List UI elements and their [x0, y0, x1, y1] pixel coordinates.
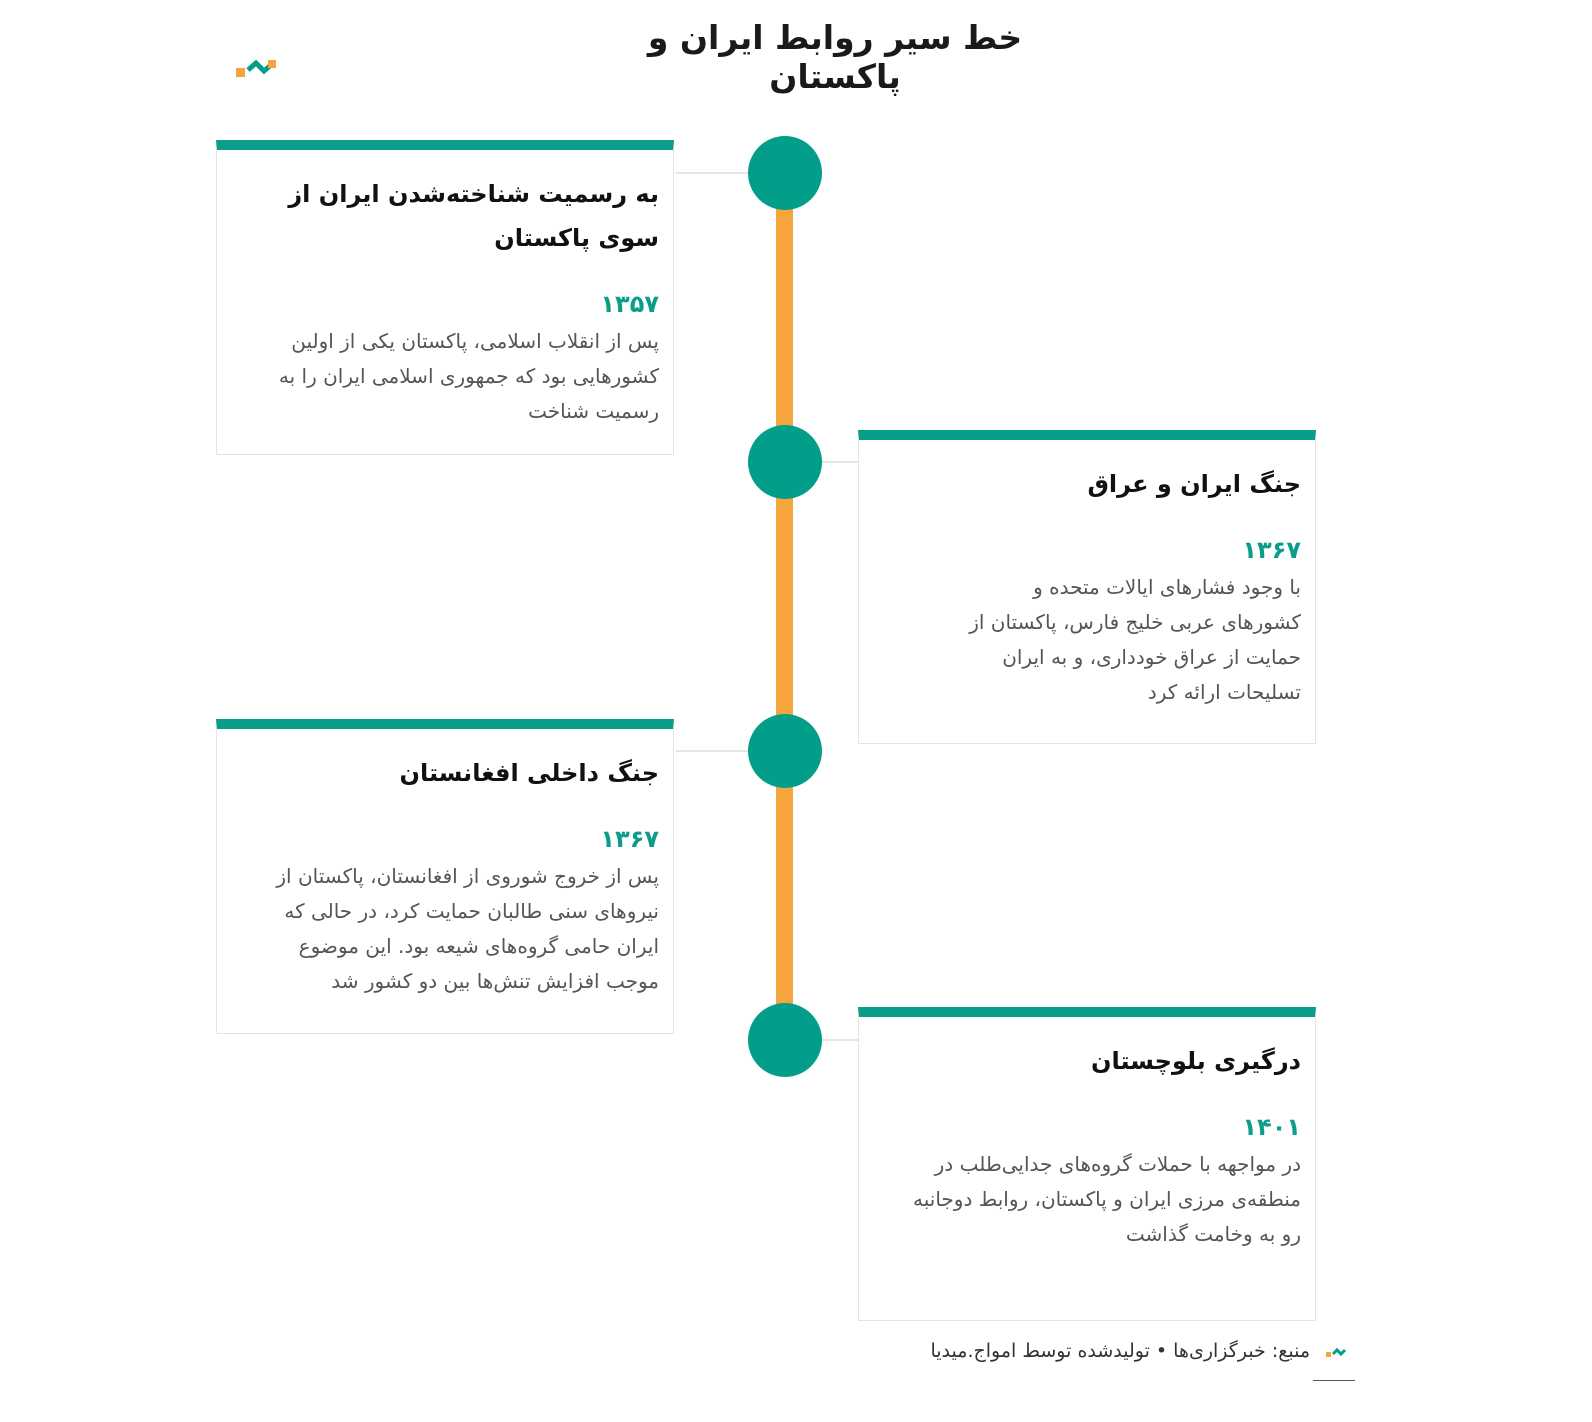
page-title: خط سیر روابط ایران و پاکستان [647, 18, 1023, 96]
connector-4 [820, 1039, 858, 1041]
event-description: پس از خروج شوروی از افغانستان، پاکستان از نیروهای سنی طالبان حمایت کرد، در حالی که ایران حامی گروه‌های شیعه بود. این موضوع موجب افزایش تنش‌ها بین دو کشور شد [276, 864, 659, 993]
event-year: ۱۳۶۷ [1242, 536, 1301, 564]
event-heading: به رسمیت شناخته‌شدن ایران از سوی پاکستان [288, 180, 659, 252]
event-year: ۱۴۰۱ [1242, 1113, 1301, 1141]
event-card-3 [216, 719, 674, 1034]
event-year: ۱۳۶۷ [600, 825, 659, 853]
event-heading: جنگ ایران و عراق [1087, 470, 1301, 498]
event-card-4 [858, 1007, 1316, 1321]
event-card-1 [216, 140, 674, 455]
event-description: در مواجهه با حملات گروه‌های جدایی‌طلب در منطقه‌ی مرزی ایران و پاکستان، روابط دوجانبه رو به وخامت گذاشت [913, 1152, 1301, 1246]
event-card-2 [858, 430, 1316, 744]
timeline-node-4 [748, 1003, 822, 1077]
timeline-node-2 [748, 425, 822, 499]
event-heading: درگیری بلوچستان [1090, 1047, 1301, 1075]
event-year: ۱۳۵۷ [600, 290, 659, 318]
timeline-node-3 [748, 714, 822, 788]
footer-underline [1313, 1380, 1355, 1381]
source-footer: منبع: خبرگزاری‌ها • تولیدشده توسط امواج.میدیا [930, 1340, 1310, 1362]
timeline-node-1 [748, 136, 822, 210]
event-heading: جنگ داخلی افغانستان [399, 759, 659, 787]
timeline-axis [776, 173, 793, 1041]
logo-orange-square-right [268, 60, 276, 68]
footer-logo-icon [1326, 1346, 1348, 1360]
connector-1 [676, 172, 750, 174]
connector-2 [820, 461, 858, 463]
brand-logo [236, 56, 278, 82]
event-description: پس از انقلاب اسلامی، پاکستان یکی از اولین کشورهایی بود که جمهوری اسلامی ایران را به رسمیت شناخت [278, 329, 659, 423]
event-description: با وجود فشارهای ایالات متحده و کشورهای عربی خلیج فارس، پاکستان از حمایت از عراق خودداری، و به ایران تسلیحات ارائه کرد [969, 575, 1301, 704]
logo-orange-square [236, 68, 245, 77]
connector-3 [676, 750, 750, 752]
